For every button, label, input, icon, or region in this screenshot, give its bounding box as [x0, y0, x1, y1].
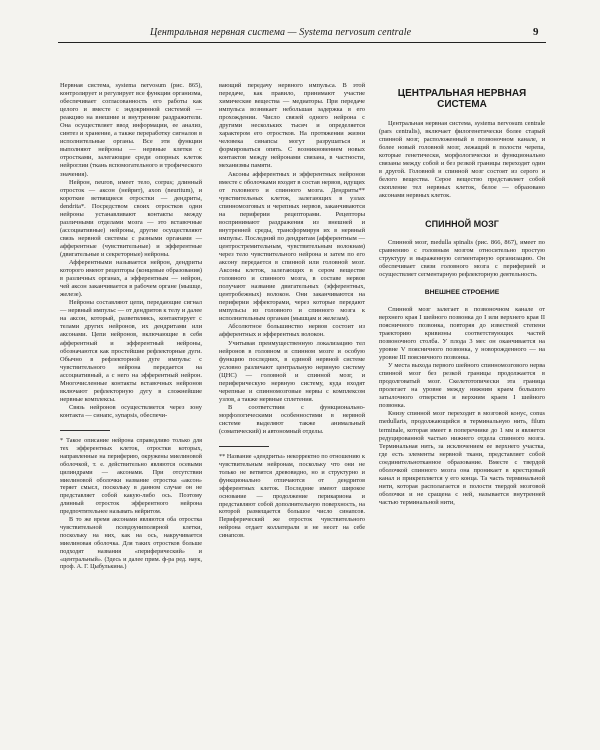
paragraph: Спинной мозг залегает в позвоночном канале от верхнего края I шейного позвонка до I или верхнего края II поясничного позвонка, повторяя до известной степени траекторию кривизны соответствующих частей позвоночного столба. У плода 3 мес он оканчивается на уровне V поясничного позвонка, у новорожденного — на уровне III поясничного позвонка.: [379, 305, 545, 362]
paragraph: Нейроны составляют цепи, передающие сигнал — нервный импульс — от дендритов к телу и далее на аксон, который, разветвляясь, контактирует с телами других нейронов, их дендритами или аксонами. Цепи нейронов, включающие в себя афферентный и эфферентный нейроны, обозначаются как простейшие рефлекторные дуги. Обычно в рефлекторной дуге импульс с чувствительного нейрона передается на ассоциативный, а с него на эфферентный нейрон. Многочисленные контакты вставочных нейронов включают рефлекторную дугу в сложнейшие нервные комплексы.: [60, 299, 202, 403]
running-header: [0, 0, 600, 44]
paragraph: Аксоны афферентных и эфферентных нейронов вместе с оболочками входят в состав нервов, идущих от головного и спинного мозга. Дендриты** чувствительных клеток, залегающих в узлах спинномозговых и черепных нервов, заканчиваются на периферии рецепторами. Рецепторы воспринимают раздражения из внешней и внутренней среды, трансформируя их в нервный импульс. Последний по дендритам (афферентным — центростремительным, чувствительным волокнам) через тело чувствительного нейрона и затем по его аксону передается в спинной или головной мозг. Аксоны клеток, залегающих в сером веществе головного и спинного мозга, в составе нервов получают название двигательных (эфферентных, центробежных) волокон. Они заканчиваются на периферии эффекторами, через которые передают импульсы из головного и спинного мозга к исполнительным органам (мышцам и железам).: [219, 170, 365, 323]
footnote: В то же время аксонами являются оба отростка чувствительной псевдоуниполярной клетки, поскольку на них, как на ось, накручивается миелиновая оболочка. Для таких отростков больше подходят названия «периферический» и «центральный». (Здесь и далее прим. ф-ра ред. наук, проф. А. Г. Цыбулькина.): [60, 516, 202, 571]
paragraph: Центральная нервная система, systema nervosum centrale (pars centralis), включает филогенетически более старый спинной мозг, расположенный в позвоночном канале, и более новый головной мозг, лежащий в полости черепа, которые генетически, морфологически и функционально связаны между собой и без резкой границы переходят один в другой. Головной и спинной мозг состоят из серого и белого вещества. Серое вещество представляет собой скопление тел нервных клеток, белое — образовано аксонами нервных клеток.: [379, 120, 545, 200]
column-left: [60, 82, 202, 571]
footnote: ** Название «дендриты» некорректно по отношению к чувствительным нейронам, поскольку что они не только не ветвятся древовидно, но и структурно и функционально отличаются от дендритов эфферентных клеток. Последние имеют широкое основание — продолжение перикариона и представляют собой дополнительную поверхность, на которой размещается большое число синапсов. Периферический же отросток чувствительного нейрона отдает коллатерали и не несет на себе синапсов.: [219, 453, 365, 540]
footnote: * Такое описание нейрона справедливо только для тех эфферентных клеток, отростки которых, направленные на периферию, окружены миелиновой оболочкой, т. е. действительно являются осевыми цилиндрами — аксонами. При отсутствии миелиновой оболочки название отростка «аксон» теряет смысл, поскольку в данном случае он не представляет собой какую-либо ось. Поэтому длинный отросток эфферентного нейрона предпочтительнее называть нейритом.: [60, 436, 202, 516]
paragraph: Нервная система, systema nervosum (рис. 865), контролирует и регулирует все функции организма, обеспечивает согласованность его работы как целого и вместе с эндокринной системой — реакцию на внешние и внутренние раздражители. Она осуществляет ввод информации, ее анализ, синтез и хранение, а также переработку сигналов в исполнительные органы. Все эти функции выполняют нейроны — нервные клетки с отростками, залегающие среди опорных клеток нейроглии (ткань вспомогательного и трофического значения).: [60, 82, 202, 178]
paragraph: В соответствии с функционально-морфологическими особенностями в нервной системе выделяют также анимальный (соматический) и автономный отделы.: [219, 403, 365, 436]
running-title: Центральная нервная система — Systema nervosum centrale: [150, 27, 412, 38]
footnote-divider: [60, 430, 110, 431]
paragraph: У места выхода первого шейного спинномозгового нерва спинной мозг без резкой границы продолжается в продолговатый мозг. Скелетотопически эта граница пролегает на уровне между нижним краем большого затылочного отверстия и верхним краем I шейного позвонка.: [379, 362, 545, 410]
paragraph: Спинной мозг, medulla spinalis (рис. 866, 867), имеет по сравнению с головным мозгом относительно простую структуру и выраженную сегментарную организацию. Он обеспечивает связи головного мозга с периферией и осуществляет сегментарную рефлекторную деятельность.: [379, 238, 545, 278]
column-right: [379, 82, 545, 507]
paragraph: Связь нейронов осуществляется через зону контакта — синапс, synapsis, обеспечи-: [60, 403, 202, 419]
column-middle: [219, 82, 365, 540]
footnotes: [60, 437, 202, 571]
paragraph: Афферентными называется нейрон, дендриты которого имеют рецепторы (концевые образования) в различных органах, а эфферентным — нейрон, чей аксон заканчивается в рабочем органе (мышце, железе).: [60, 259, 202, 299]
section-heading: ЦЕНТРАЛЬНАЯ НЕРВНАЯ СИСТЕМА: [397, 88, 527, 110]
footnotes: [219, 453, 365, 540]
paragraph: Нейрон, neuron, имеет тело, corpus; длинный отросток — аксон (нейрит), axon (neuritum), и короткие ветвящиеся отростки — дендриты, dendrita*. Посредством своих отростков одни нейроны устанавливают контакты между различными отделами мозга — это вставочные (ассоциативные) нейроны, другие осуществляют связь нервной системы с разными органами — афферентные (чувствительные) и эфферентные (двигательные и секреторные) нейроны.: [60, 178, 202, 258]
paragraph: Учитывая преимущественную локализацию тел нейронов в головном и спинном мозге и особую функцию последних, в единой нервной системе условно различают центральную нервную систему (ЦНС) — головной и спинной мозг, и периферическую нервную систему, куда входят черепные и спинномозговые нервы с комплексом узлов, а также нервные сплетения.: [219, 339, 365, 403]
section-heading: СПИННОЙ МОЗГ: [425, 219, 499, 230]
paragraph: Книзу спинной мозг переходит в мозговой конус, conus medullaris, продолжающийся в терминальную нить, filum terminale, которая имеет в поперечнике до 1 мм и является редуцированной частью нижнего отдела спинного мозга. Терминальная нить, за исключением ее верхнего участка, где есть элементы нервной ткани, представляет собой соединительнотканное образование. Вместе с твердой оболочкой спинного мозга она проникает в крестцовый канал и прикрепляется у его конца. Та часть терминальной нити, которая располагается в полости твердой мозговой оболочки и не сращена с ней, называется внутренней частью терминальной нити,: [379, 410, 545, 506]
paragraph: Абсолютное большинство нервов состоит из афферентных и эфферентных волокон.: [219, 323, 365, 339]
subsection-heading: ВНЕШНЕЕ СТРОЕНИЕ: [424, 288, 500, 296]
footnote-divider: [219, 446, 269, 447]
page-number: 9: [533, 26, 539, 38]
header-divider: [58, 42, 546, 43]
paragraph: вающий передачу нервного импульса. В этой передаче, как правило, принимают участие химические вещества — медиаторы. При передаче импульса возникает небольшая задержка в его прохождении. Число связей одного нейрона с другими нескольких тысяч и определяется характером его отростков. На протяжении жизни человека синапсы могут разрушаться и формироваться опять. С возникновением новых контактов между нейронами связана, в частности, механизмы памяти.: [219, 82, 365, 170]
